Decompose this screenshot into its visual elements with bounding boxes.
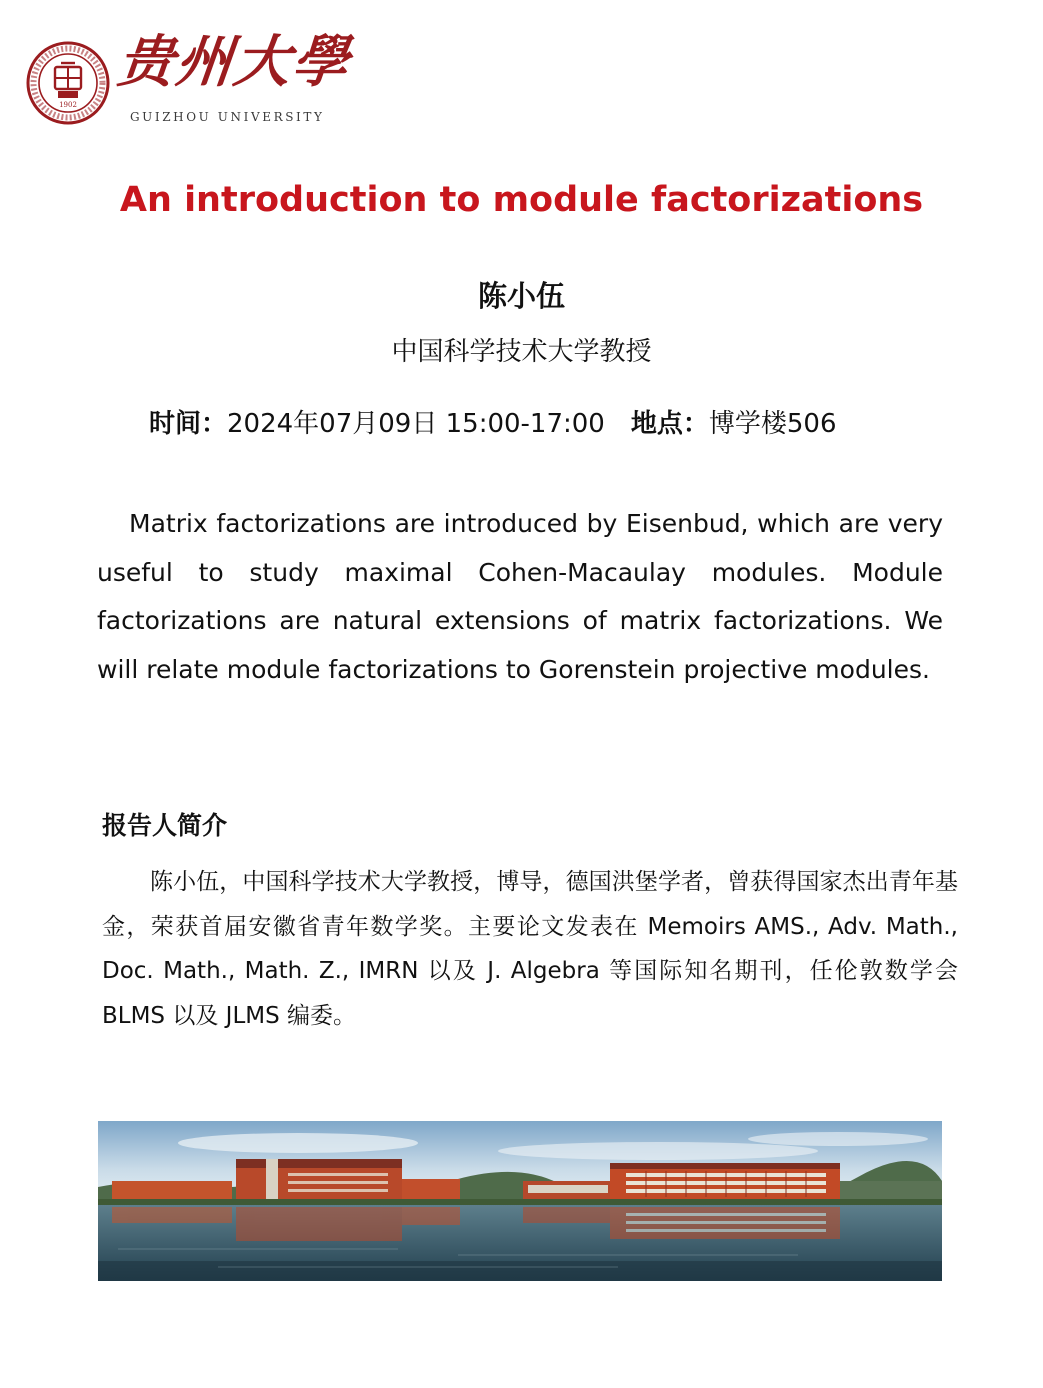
speaker-name: 陈小伍 xyxy=(477,279,565,313)
speaker-affiliation: 中国科学技术大学教授 xyxy=(391,337,652,367)
time-place-line xyxy=(149,403,837,440)
brand-english-name: GUIZHOU UNIVERSITY xyxy=(130,110,325,124)
time-value: 2024年07月09日 15:00-17:00 xyxy=(227,409,605,439)
university-logo xyxy=(26,29,354,128)
place-value: 博学楼506 xyxy=(708,409,837,439)
seal-year: 1902 xyxy=(59,101,77,109)
place-label: 地点： xyxy=(630,409,709,439)
time-label: 时间： xyxy=(149,409,228,439)
brand-chinese-name: 贵州大學 xyxy=(114,29,354,95)
bio-heading: 报告人简介 xyxy=(102,811,228,840)
university-seal-icon xyxy=(26,41,110,125)
abstract-paragraph: Matrix factorizations are introduced by Eisenbud, which are very useful to study maximal Cohen-Macaulay modules. Module factorizations are natural extensions of matrix factorizations. We will relate module factorizations to Gorenstein projective modules. xyxy=(97,509,943,684)
talk-title: An introduction to module factorizations xyxy=(119,180,924,220)
campus-photo xyxy=(98,1121,942,1281)
bio-paragraph: 陈小伍，中国科学技术大学教授，博导，德国洪堡学者，曾获得国家杰出青年基金，荣获首届安徽省青年数学奖。主要论文发表在 Memoirs AMS., Adv. Math., Doc. Math., Math. Z., IMRN 以及 J. Algebra 等国际知名期刊，任伦敦数学会 BLMS 以及 JLMS 编委。 xyxy=(102,869,958,1029)
